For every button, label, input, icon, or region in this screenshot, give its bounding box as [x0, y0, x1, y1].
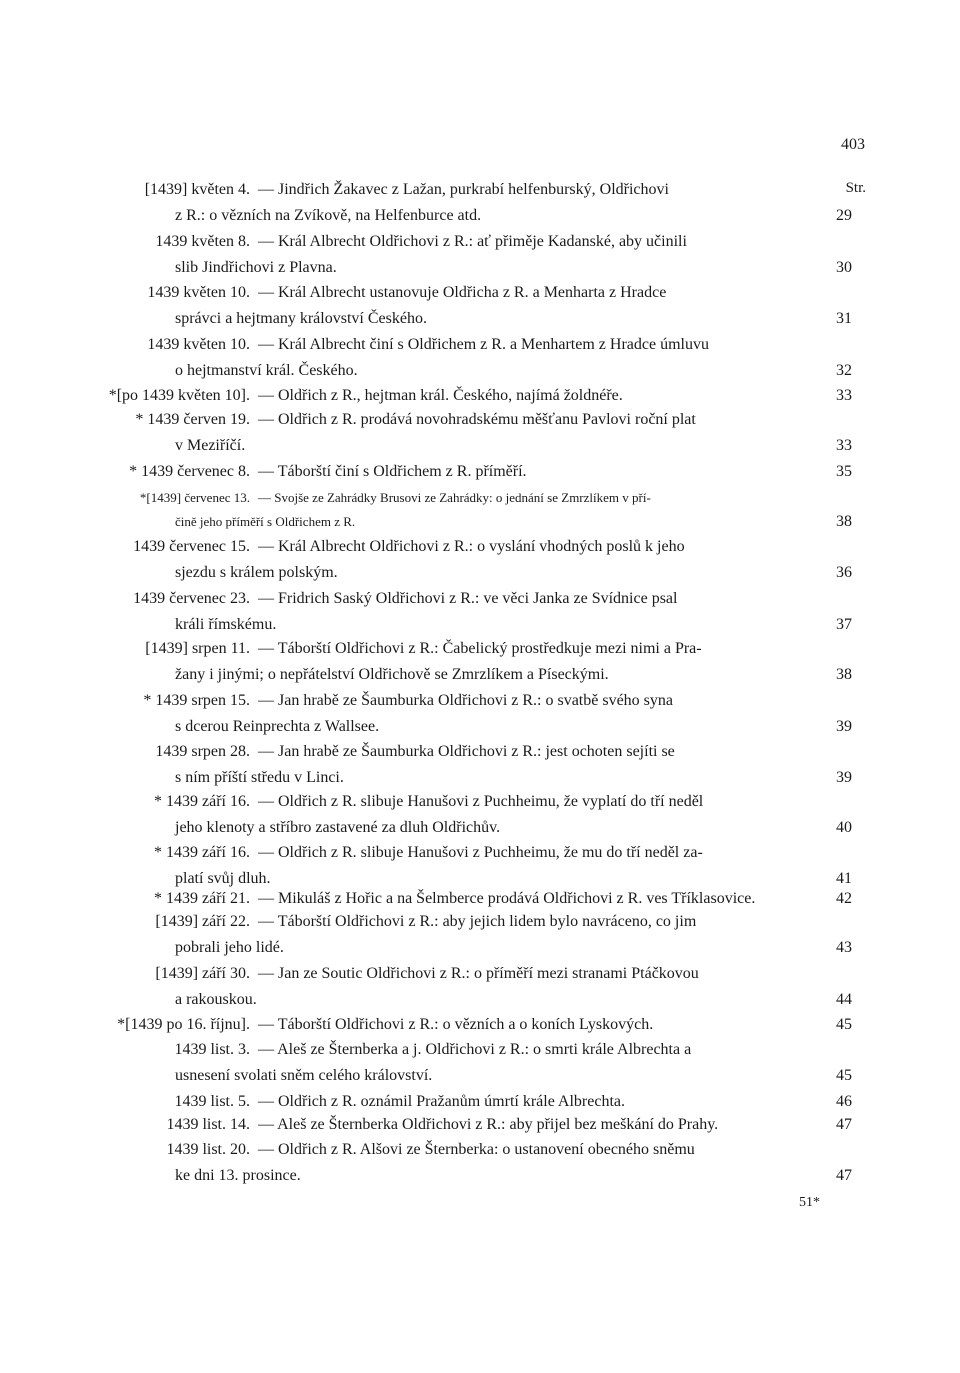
entry-text: — Oldřich z R., hejtman král. Českého, najímá žoldnéře. — [258, 387, 623, 404]
entry-text: s dcerou Reinprechta z Wallsee. — [175, 718, 380, 735]
entry-page-number: 33 — [836, 387, 852, 404]
entry-date: [1439] květen 4. — [144, 181, 250, 198]
entry-text: — Táborští Oldřichovi z R.: aby jejich lidem bylo navráceno, co jim — [258, 913, 697, 930]
entry-page-number: 31 — [836, 310, 852, 327]
entry-text: — Oldřich z R. prodává novohradskému měšťanu Pavlovi roční plat — [258, 411, 696, 428]
entry-date: 1439 květen 10. — [147, 336, 250, 353]
entry-text: a rakouskou. — [175, 991, 257, 1008]
entry-text: pobrali jeho lidé. — [175, 939, 284, 956]
entry-text: — Táborští činí s Oldřichem z R. příměří. — [258, 463, 527, 480]
entry-page-number: 47 — [836, 1116, 852, 1133]
entry-date: 1439 list. 20. — [166, 1141, 250, 1158]
entry-text: — Král Albrecht ustanovuje Oldřicha z R. a Menharta z Hradce — [258, 284, 667, 301]
entry-text: ke dni 13. prosince. — [175, 1167, 301, 1184]
entry-page-number: 42 — [836, 890, 852, 907]
entry-date: [1439] září 30. — [155, 965, 250, 982]
entry-text: — Aleš ze Šternberka Oldřichovi z R.: aby přijel bez meškání do Prahy. — [258, 1116, 719, 1133]
entry-text: — Král Albrecht činí s Oldřichem z R. a Menhartem z Hradce úmluvu — [258, 336, 709, 353]
entry-text: s ním příští středu v Linci. — [175, 769, 344, 786]
entry-date: *[po 1439 květen 10]. — [108, 387, 250, 404]
entry-page-number: 45 — [836, 1016, 852, 1033]
entry-text: — Oldřich z R. Alšovi ze Šternberka: o ustanovení obecného sněmu — [258, 1141, 695, 1158]
entry-text: — Mikuláš z Hořic a na Šelmberce prodává Oldřichovi z R. ves Tříklasovice. — [258, 890, 756, 907]
entry-date: 1439 červenec 15. — [133, 538, 250, 555]
entry-page-number: 47 — [836, 1167, 852, 1184]
entry-date: * 1439 září 16. — [154, 793, 250, 810]
entry-page-number: 33 — [836, 437, 852, 454]
entry-page-number: 35 — [836, 463, 852, 480]
entry-text: — Fridrich Saský Oldřichovi z R.: ve věci Janka ze Svídnice psal — [258, 590, 678, 607]
entry-date: 1439 květen 10. — [147, 284, 250, 301]
entry-page-number: 37 — [836, 616, 852, 633]
entry-text: — Oldřich z R. slibuje Hanušovi z Puchheimu, že vyplatí do tří neděl — [258, 793, 704, 810]
entry-date: 1439 květen 8. — [155, 233, 250, 250]
entry-page-number: 40 — [836, 819, 852, 836]
entry-text: — Jan hrabě ze Šaumburka Oldřichovi z R.: o svatbě svého syna — [258, 692, 674, 709]
entry-page-number: 29 — [836, 207, 852, 224]
entry-text: — Táborští Oldřichovi z R.: Čabelický prostředkuje mezi nimi a Pra- — [258, 640, 702, 657]
entry-text: sjezdu s králem polským. — [175, 564, 338, 581]
entry-date: *[1439] červenec 13. — [139, 490, 250, 505]
entry-text: — Jan ze Soutic Oldřichovi z R.: o příměří mezi stranami Ptáčkovou — [258, 965, 699, 982]
entry-text: — Aleš ze Šternberka a j. Oldřichovi z R.: o smrti krále Albrechta a — [258, 1041, 692, 1058]
entry-text: čině jeho příměří s Oldřichem z R. — [175, 514, 356, 529]
entry-date: [1439] září 22. — [155, 913, 250, 930]
entry-text: o hejtmanství král. Českého. — [175, 362, 358, 379]
entry-text: — Jan hrabě ze Šaumburka Oldřichovi z R.: jest ochoten sejíti se — [258, 743, 675, 760]
entry-date: * 1439 září 21. — [154, 890, 250, 907]
entry-date: 1439 list. 5. — [174, 1093, 250, 1110]
entry-text: — Svojše ze Zahrádky Brusovi ze Zahrádky: o jednání se Zmrzlíkem v pří- — [258, 490, 651, 505]
entry-text: — Táborští Oldřichovi z R.: o vězních a o koních Lyskových. — [258, 1016, 654, 1033]
entry-page-number: 38 — [836, 666, 852, 683]
entry-text: jeho klenoty a stříbro zastavené za dluh Oldřichův. — [175, 819, 501, 836]
entry-page-number: 41 — [836, 870, 852, 887]
entry-text: králi římskému. — [175, 616, 277, 633]
entry-date: 1439 srpen 28. — [155, 743, 250, 760]
entry-page-number: 44 — [836, 991, 852, 1008]
entry-text: správci a hejtmany království Českého. — [175, 310, 427, 327]
entry-text: usnesení svolati sněm celého království. — [175, 1067, 433, 1084]
entry-page-number: 30 — [836, 259, 852, 276]
entry-page-number: 36 — [836, 564, 852, 581]
entry-page-number: 43 — [836, 939, 852, 956]
entry-page-number: 32 — [836, 362, 852, 379]
entry-page-number: 39 — [836, 769, 852, 786]
entry-text: — Král Albrecht Oldřichovi z R.: o vyslání vhodných poslů k jeho — [258, 538, 685, 555]
entry-date: [1439] srpen 11. — [145, 640, 250, 657]
entry-text: slib Jindřichovi z Plavna. — [175, 259, 337, 276]
pages-column-label: Str. — [845, 180, 866, 196]
page-number: 403 — [841, 136, 865, 153]
entry-date: 1439 list. 14. — [166, 1116, 250, 1133]
entry-text: — Oldřich z R. slibuje Hanušovi z Puchheimu, že mu do tří neděl za- — [258, 844, 703, 861]
entry-page-number: 45 — [836, 1067, 852, 1084]
entry-page-number: 38 — [836, 513, 852, 530]
entry-date: * 1439 červen 19. — [135, 411, 250, 428]
entry-date: * 1439 září 16. — [154, 844, 250, 861]
entry-text: v Meziříčí. — [175, 437, 246, 454]
entry-text: žany i jinými; o nepřátelství Oldřichově se Zmrzlíkem a Píseckými. — [175, 666, 609, 683]
entry-date: 1439 list. 3. — [174, 1041, 250, 1058]
entry-text: — Jindřich Žakavec z Lažan, purkrabí helfenburský, Oldřichovi — [258, 181, 669, 198]
entry-date: 1439 červenec 23. — [133, 590, 250, 607]
entry-date: * 1439 srpen 15. — [143, 692, 250, 709]
entry-date: * 1439 červenec 8. — [129, 463, 250, 480]
entry-date: *[1439 po 16. říjnu]. — [117, 1016, 250, 1033]
signature-mark: 51* — [799, 1195, 820, 1210]
entry-text: platí svůj dluh. — [175, 870, 271, 887]
entry-text: — Oldřich z R. oznámil Pražanům úmrtí krále Albrechta. — [258, 1093, 625, 1110]
entry-page-number: 46 — [836, 1093, 852, 1110]
entry-text: — Král Albrecht Oldřichovi z R.: ať přiměje Kadanské, aby učinili — [258, 233, 687, 250]
entry-page-number: 39 — [836, 718, 852, 735]
entry-text: z R.: o vězních na Zvíkově, na Helfenburce atd. — [175, 207, 482, 224]
